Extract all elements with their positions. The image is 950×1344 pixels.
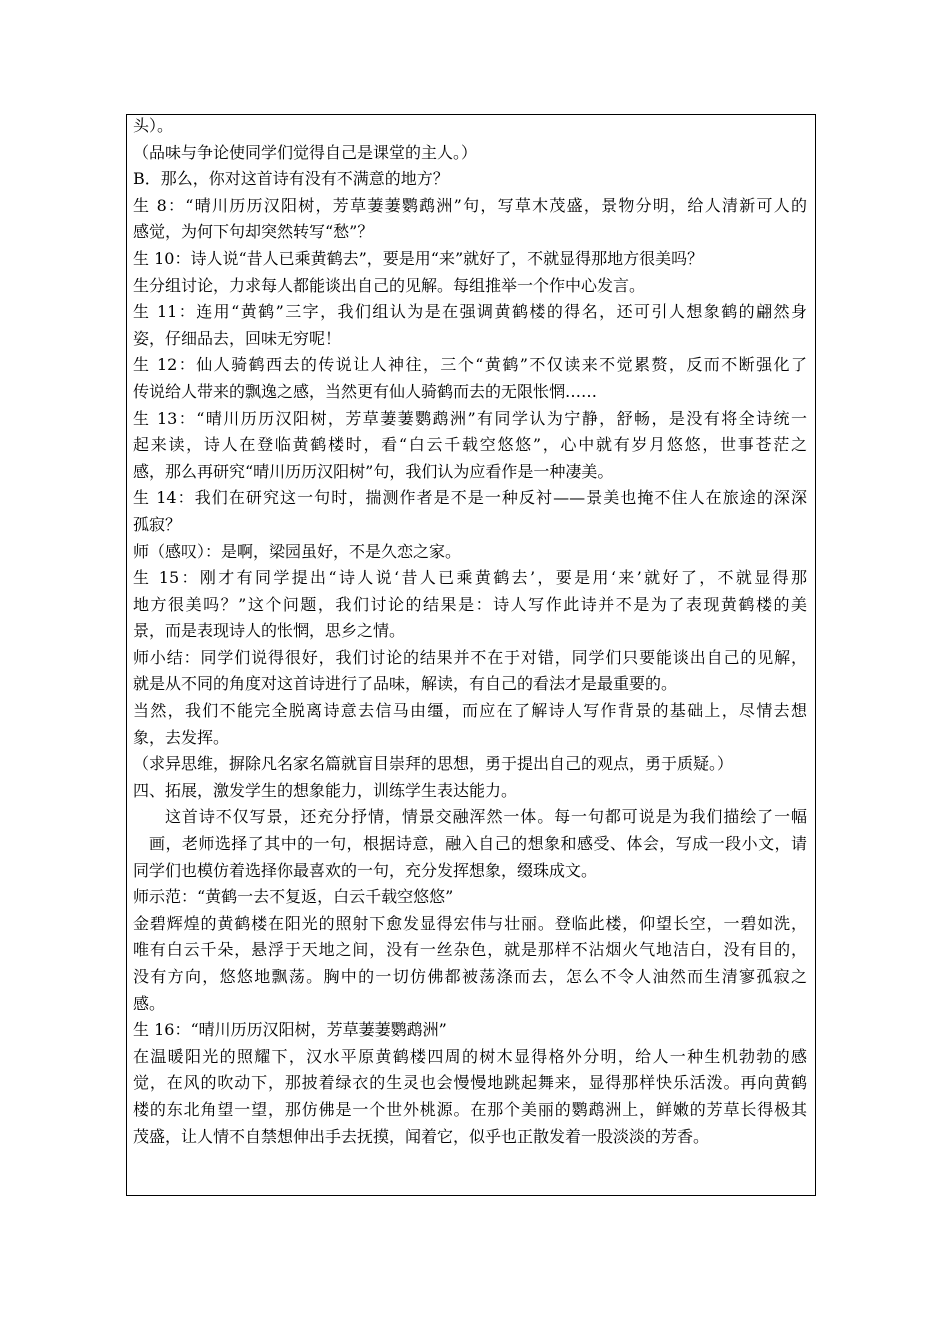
text-line: 同学们也模仿着选择你最喜欢的一句，充分发挥想象，缀珠成文。 xyxy=(133,860,598,880)
text-line: 生 8：“晴川历历汉阳树，芳草萋萋鹦鹉洲”句，写草木茂盛，景物分明，给人清新可人的 xyxy=(133,195,807,215)
text-line: 起来读，诗人在登临黄鹤楼时，看“白云千载空悠悠”，心中就有岁月悠悠，世事苍茫之 xyxy=(133,435,807,455)
text-line: 孤寂？ xyxy=(133,514,182,534)
text-line: 生 14：我们在研究这一句时，揣测作者是不是一种反衬——景美也掩不住人在旅途的深深 xyxy=(133,488,807,508)
text-line: 感觉，为何下句却突然转写“愁”？ xyxy=(133,222,374,242)
text-line: 生 12：仙人骑鹤西去的传说让人神往，三个“黄鹤”不仅读来不觉累赘，反而不断强化了 xyxy=(133,355,807,375)
text-line: 在温暖阳光的照耀下，汉水平原黄鹤楼四周的树木显得格外分明，给人一种生机勃勃的感 xyxy=(133,1046,807,1066)
text-line: 师小结：同学们说得很好，我们讨论的结果并不在于对错，同学们只要能谈出自己的见解， xyxy=(133,647,807,667)
text-line: 生分组讨论，力求每人都能谈出自己的见解。每组推举一个作中心发言。 xyxy=(133,275,646,295)
text-line: 这首诗不仅写景，还充分抒情，情景交融浑然一体。每一句都可说是为我们描绘了一幅 xyxy=(165,807,807,827)
text-line: 觉，在风的吹动下，那披着绿衣的生灵也会慢慢地跳起舞来，显得那样快乐活泼。再向黄鹤 xyxy=(133,1073,807,1093)
text-line: 楼的东北角望一望，那仿佛是一个世外桃源。在那个美丽的鹦鹉洲上，鲜嫩的芳草长得极其 xyxy=(133,1099,807,1119)
text-line: 金碧辉煌的黄鹤楼在阳光的照射下愈发显得宏伟与壮丽。登临此楼，仰望长空，一碧如洗， xyxy=(133,913,807,933)
text-line: 生 11：连用“黄鹤”三字，我们组认为是在强调黄鹤楼的得名，还可引人想象鹤的翩然身 xyxy=(133,302,807,322)
text-line: （品味与争论使同学们觉得自己是课堂的主人。） xyxy=(133,142,478,162)
text-line: 传说给人带来的飘逸之感，当然更有仙人骑鹤而去的无限怅惘…… xyxy=(133,381,598,401)
text-line: 生 10：诗人说“昔人已乘黄鹤去”，要是用“来”就好了，不就显得那地方很美吗？ xyxy=(133,248,704,268)
text-line: 头）。 xyxy=(133,116,174,135)
document-body xyxy=(133,113,807,1150)
text-line: 感。 xyxy=(133,993,166,1013)
text-line: 画，老师选择了其中的一句，根据诗意，融入自己的想象和感受、体会，写成一段小文，请 xyxy=(149,834,807,854)
text-line: B．那么，你对这首诗有没有不满意的地方？ xyxy=(133,169,449,189)
text-line: （求异思维，摒除凡名家名篇就盲目崇拜的思想，勇于提出自己的观点，勇于质疑。） xyxy=(133,754,734,774)
text-line: 唯有白云千朵，悬浮于天地之间，没有一丝杂色，就是那样不沾烟火气地洁白，没有目的， xyxy=(133,940,807,960)
text-line: 当然，我们不能完全脱离诗意去信马由缰，而应在了解诗人写作背景的基础上，尽情去想 xyxy=(133,701,807,721)
text-line: 感，那么再研究“晴川历历汉阳树”句，我们认为应看作是一种凄美。 xyxy=(133,461,614,481)
text-line: 生 15：刚才有同学提出“诗人说‘昔人已乘黄鹤去’，要是用‘来’就好了，不就显得那 xyxy=(133,568,807,588)
text-line: 象，去发挥。 xyxy=(133,727,230,747)
text-line: 师示范：“黄鹤一去不复返，白云千载空悠悠” xyxy=(133,887,454,907)
text-line: 姿，仔细品去，回味无穷呢！ xyxy=(133,328,342,348)
text-line: 生 13：“晴川历历汉阳树，芳草萋萋鹦鹉洲”有同学认为宁静，舒畅，是没有将全诗统一 xyxy=(133,408,807,428)
text-line: 四、拓展，激发学生的想象能力，训练学生表达能力。 xyxy=(133,780,518,800)
text-line: 茂盛，让人情不自禁想伸出手去抚摸，闻着它，似乎也正散发着一股淡淡的芳香。 xyxy=(133,1126,710,1146)
text-line: 没有方向，悠悠地飘荡。胸中的一切仿佛都被荡涤而去，怎么不令人油然而生清寥孤寂之 xyxy=(133,967,807,986)
text-line: 生 16：“晴川历历汉阳树，芳草萋萋鹦鹉洲” xyxy=(133,1020,447,1040)
text-line: 景，而是表现诗人的怅惘，思乡之情。 xyxy=(133,621,406,641)
text-line: 师（感叹）：是啊，梁园虽好，不是久恋之家。 xyxy=(133,541,462,561)
text-line: 地方很美吗？”这个问题，我们讨论的结果是：诗人写作此诗并不是为了表现黄鹤楼的美 xyxy=(133,594,807,614)
text-line: 就是从不同的角度对这首诗进行了品味，解读，有自己的看法才是最重要的。 xyxy=(133,674,678,694)
